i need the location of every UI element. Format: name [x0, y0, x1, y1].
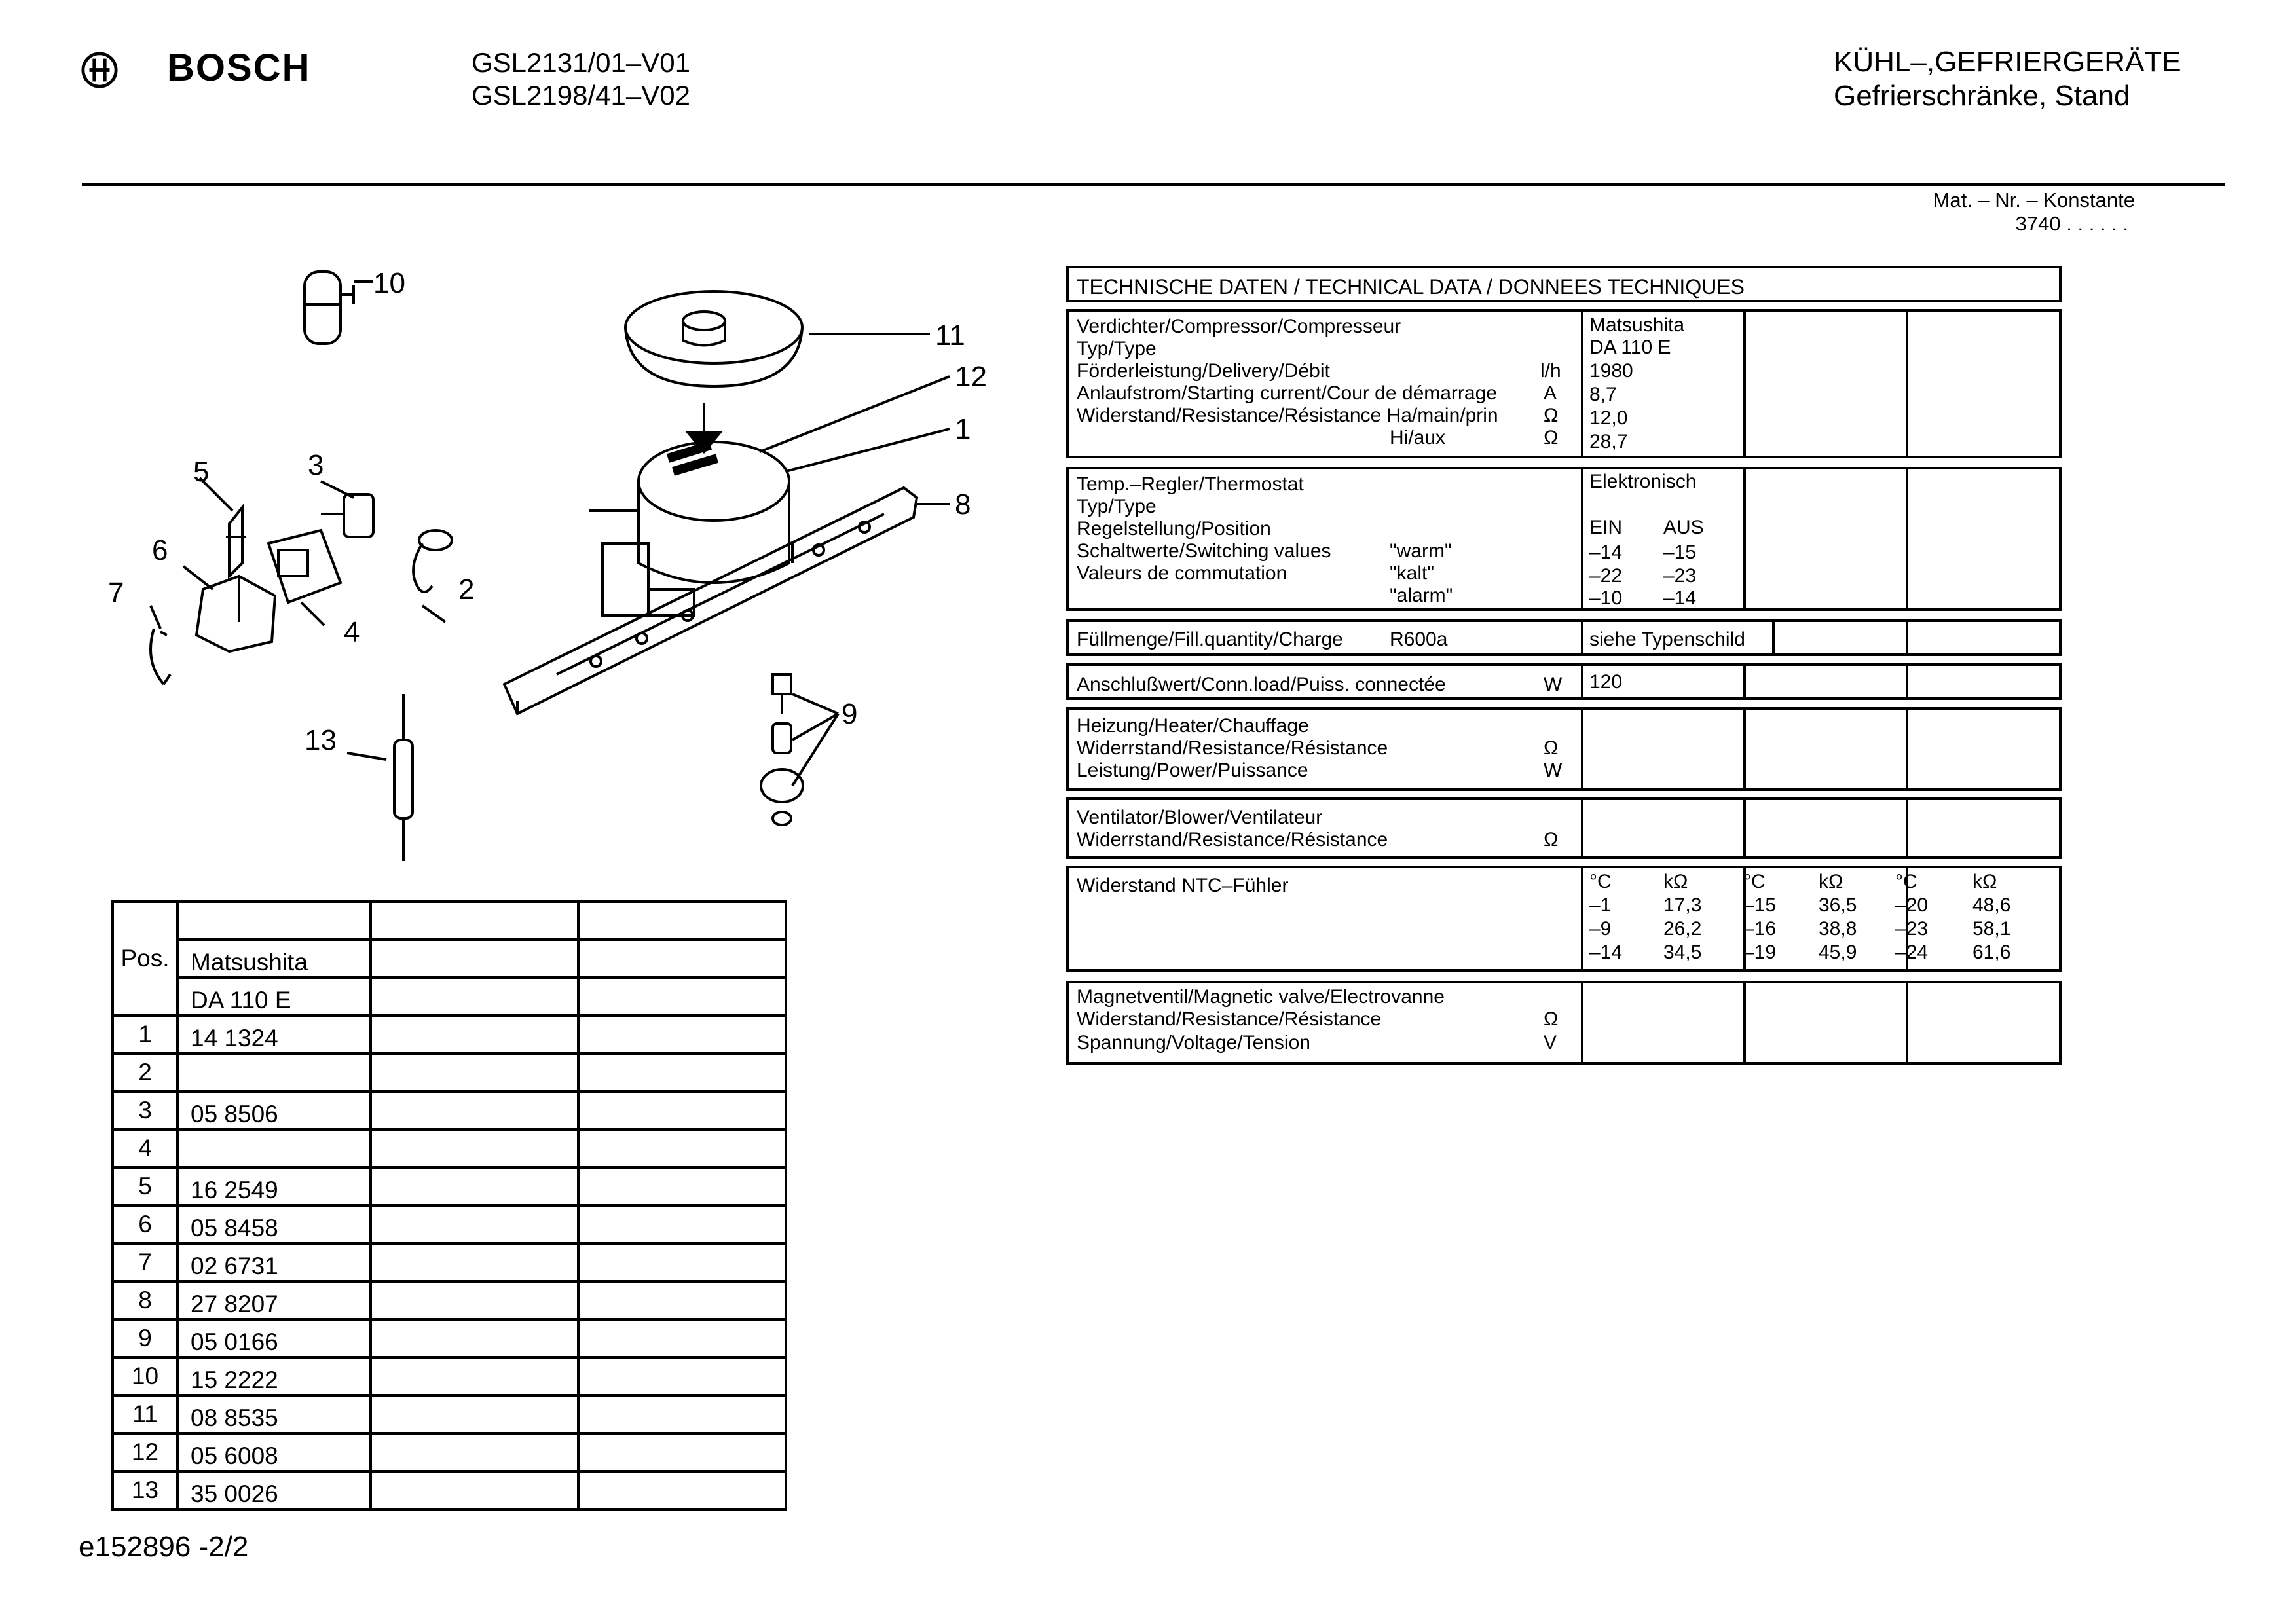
callout-11: 11 — [935, 320, 965, 352]
ntc-header-cell: kΩ — [1663, 871, 1688, 892]
empty-cell — [371, 1319, 578, 1357]
part-position: 2 — [113, 1053, 177, 1091]
pos-header: Pos. — [113, 902, 177, 1016]
empty-cell — [371, 1395, 578, 1433]
parts-row — [113, 1167, 786, 1205]
part-position: 9 — [113, 1319, 177, 1357]
ntc-header-cell: °C — [1895, 871, 1917, 892]
ntc-header-cell: °C — [1589, 871, 1612, 892]
part-position: 7 — [113, 1243, 177, 1281]
empty-cell — [371, 1471, 578, 1509]
unit-w: W — [1544, 760, 1563, 781]
parts-row — [113, 1471, 786, 1509]
unit-ohm: Ω — [1544, 405, 1559, 426]
heater-section — [1066, 707, 2062, 791]
empty-cell — [578, 1053, 786, 1091]
unit-ohm: Ω — [1544, 1008, 1559, 1030]
part-13-drier-icon — [394, 694, 413, 861]
empty-cell — [578, 1016, 786, 1053]
mat-value: 3740 . . . . . . — [2015, 212, 2128, 235]
ntc-value-cell: –1 — [1589, 894, 1612, 916]
part-number: 15 2222 — [177, 1357, 371, 1395]
part-3-relay-icon — [321, 494, 373, 537]
thermostat-type-label: Typ/Type — [1077, 496, 1157, 517]
parts-row — [113, 1053, 786, 1091]
compressor-type-label: Typ/Type — [1077, 338, 1157, 359]
empty-cell — [578, 1167, 786, 1205]
unit-a: A — [1544, 382, 1557, 404]
callout-12: 12 — [955, 361, 987, 393]
parts-row — [113, 1357, 786, 1395]
model-number-2: GSL2198/41–V02 — [472, 80, 690, 111]
callout-9: 9 — [842, 698, 858, 730]
part-position: 6 — [113, 1205, 177, 1243]
valve-resistance-label: Widerstand/Resistance/Résistance — [1077, 1008, 1382, 1030]
part-position: 5 — [113, 1167, 177, 1205]
fill-quantity-value: siehe Typenschild — [1589, 629, 1745, 650]
parts-header-col3 — [578, 902, 786, 940]
part-position: 8 — [113, 1281, 177, 1319]
empty-cell — [578, 1205, 786, 1243]
parts-header-row — [113, 902, 786, 940]
ntc-header-cell: kΩ — [1972, 871, 1997, 892]
callout-6: 6 — [152, 534, 168, 566]
empty-cell — [578, 1243, 786, 1281]
parts-row — [113, 1281, 786, 1319]
empty-cell — [578, 1091, 786, 1129]
empty-cell — [371, 1167, 578, 1205]
part-position: 1 — [113, 1016, 177, 1053]
part-number: 05 8506 — [177, 1091, 371, 1129]
ntc-value-cell: –16 — [1743, 918, 1777, 940]
parts-table — [111, 900, 787, 1511]
part-position: 13 — [113, 1471, 177, 1509]
callout-5: 5 — [193, 456, 210, 488]
parts-header-maker-row — [113, 940, 786, 978]
heater-label: Heizung/Heater/Chauffage — [1077, 715, 1309, 737]
compressor-resistance-main: 12,0 — [1589, 407, 1628, 429]
thermostat-section — [1066, 467, 2062, 611]
ein-kalt: –22 — [1589, 565, 1623, 587]
valve-voltage-label: Spannung/Voltage/Tension — [1077, 1032, 1310, 1053]
callout-4: 4 — [344, 616, 360, 648]
parts-header-maker: Matsushita — [177, 940, 371, 978]
callout-13: 13 — [305, 724, 337, 756]
magnet-valve-section — [1066, 981, 2062, 1065]
ntc-value-cell: –19 — [1743, 942, 1777, 963]
empty-cell — [371, 1129, 578, 1167]
material-number-block — [1834, 189, 2135, 236]
empty-cell — [578, 1433, 786, 1471]
compressor-type: DA 110 E — [1589, 337, 1671, 358]
unit-lh: l/h — [1540, 360, 1561, 382]
ntc-value-cell: 61,6 — [1972, 942, 2011, 963]
part-position: 11 — [113, 1395, 177, 1433]
compressor-delivery-label: Förderleistung/Delivery/Débit — [1077, 360, 1330, 382]
aus-header: AUS — [1663, 517, 1704, 538]
callout-1: 1 — [955, 413, 971, 445]
part-5-clip-icon — [226, 507, 246, 576]
thermostat-label: Temp.–Regler/Thermostat — [1077, 473, 1304, 495]
compressor-maker: Matsushita — [1589, 314, 1685, 336]
part-position: 3 — [113, 1091, 177, 1129]
empty-cell — [371, 1091, 578, 1129]
ein-warm: –14 — [1589, 541, 1623, 563]
mode-kalt: "kalt" — [1390, 562, 1434, 584]
compressor-current-label: Anlaufstrom/Starting current/Cour de démarrage — [1077, 382, 1497, 404]
ein-alarm: –10 — [1589, 587, 1623, 609]
empty-cell — [371, 1016, 578, 1053]
callout-7: 7 — [108, 577, 124, 609]
part-number: 02 6731 — [177, 1243, 371, 1281]
empty-cell — [578, 1395, 786, 1433]
unit-ohm: Ω — [1544, 427, 1559, 449]
compressor-delivery: 1980 — [1589, 360, 1633, 382]
ntc-value-cell: 45,9 — [1819, 942, 1857, 963]
blower-section — [1066, 797, 2062, 859]
connected-load-label: Anschlußwert/Conn.load/Puiss. connectée — [1077, 674, 1446, 695]
unit-ohm: Ω — [1544, 737, 1559, 759]
part-number: 27 8207 — [177, 1281, 371, 1319]
unit-w: W — [1544, 674, 1563, 695]
bosch-logo-icon — [81, 51, 119, 89]
aus-warm: –15 — [1663, 541, 1697, 563]
model-number-1: GSL2131/01–V01 — [472, 47, 690, 78]
callout-2: 2 — [458, 574, 475, 606]
parts-row — [113, 1395, 786, 1433]
parts-header-type: DA 110 E — [177, 978, 371, 1016]
part-number — [177, 1129, 371, 1167]
ntc-value-cell: 34,5 — [1663, 942, 1702, 963]
empty-cell — [578, 1357, 786, 1395]
ntc-value-cell: 26,2 — [1663, 918, 1702, 940]
mat-label: Mat. – Nr. – Konstante — [1933, 189, 2135, 211]
refrigerant: R600a — [1390, 629, 1448, 650]
document-id: e152896 -2/2 — [79, 1531, 249, 1563]
ntc-label: Widerstand NTC–Fühler — [1077, 875, 1289, 896]
heater-resistance-label: Widerrstand/Resistance/Résistance — [1077, 737, 1388, 759]
empty-cell — [371, 1053, 578, 1091]
ntc-value-cell: –9 — [1589, 918, 1612, 940]
empty-cell — [371, 1433, 578, 1471]
compressor-section — [1066, 309, 2062, 458]
brand-name: BOSCH — [167, 46, 311, 89]
callout-3: 3 — [308, 449, 324, 481]
empty-cell — [578, 940, 786, 978]
parts-row — [113, 1243, 786, 1281]
blower-resistance-label: Widerrstand/Resistance/Résistance — [1077, 829, 1388, 851]
empty-cell — [371, 940, 578, 978]
part-number: 35 0026 — [177, 1471, 371, 1509]
compressor-aux-label: Hi/aux — [1390, 427, 1446, 449]
parts-header-type-row — [113, 978, 786, 1016]
switching-values-label: Schaltwerte/Switching values — [1077, 540, 1331, 562]
thermostat-position-label: Regelstellung/Position — [1077, 518, 1271, 540]
ntc-value-cell: –14 — [1589, 942, 1623, 963]
valve-label: Magnetventil/Magnetic valve/Electrovanne — [1077, 986, 1445, 1008]
unit-ohm: Ω — [1544, 829, 1559, 851]
tech-data-title: TECHNISCHE DATEN / TECHNICAL DATA / DONNEES TECHNIQUES — [1077, 275, 1745, 299]
parts-row — [113, 1205, 786, 1243]
part-11-icon — [625, 291, 802, 386]
empty-cell — [371, 978, 578, 1016]
part-7-clip-icon — [151, 629, 170, 684]
ntc-value-cell: 17,3 — [1663, 894, 1702, 916]
parts-header-blank — [177, 902, 371, 940]
empty-cell — [371, 1357, 578, 1395]
part-2-cable-icon — [413, 530, 452, 592]
empty-cell — [371, 1205, 578, 1243]
parts-row — [113, 1433, 786, 1471]
category-title: KÜHL–,GEFRIERGERÄTE — [1834, 46, 2181, 78]
mode-alarm: "alarm" — [1390, 585, 1453, 606]
subcategory-title: Gefrierschränke, Stand — [1834, 80, 2130, 112]
callout-10: 10 — [373, 267, 405, 299]
unit-v: V — [1544, 1032, 1557, 1053]
ntc-value-cell: –15 — [1743, 894, 1777, 916]
ntc-value-cell: 38,8 — [1819, 918, 1857, 940]
ein-header: EIN — [1589, 517, 1623, 538]
aus-kalt: –23 — [1663, 565, 1697, 587]
empty-cell — [578, 1319, 786, 1357]
ntc-section — [1066, 866, 2062, 972]
parts-row — [113, 1016, 786, 1053]
empty-cell — [371, 1243, 578, 1281]
ntc-value-cell: 36,5 — [1819, 894, 1857, 916]
ntc-value-cell: –20 — [1895, 894, 1929, 916]
parts-row — [113, 1091, 786, 1129]
ntc-value-cell: –24 — [1895, 942, 1929, 963]
exploded-parts-diagram — [98, 255, 987, 877]
ntc-value-cell: 58,1 — [1972, 918, 2011, 940]
compressor-resistance-label: Widerstand/Resistance/Résistance Ha/main/prin — [1077, 405, 1498, 426]
aus-alarm: –14 — [1663, 587, 1697, 609]
part-number: 14 1324 — [177, 1016, 371, 1053]
part-number: 05 8458 — [177, 1205, 371, 1243]
empty-cell — [578, 1471, 786, 1509]
fill-quantity-label: Füllmenge/Fill.quantity/Charge — [1077, 629, 1343, 650]
part-position: 10 — [113, 1357, 177, 1395]
empty-cell — [578, 1129, 786, 1167]
part-10-icon — [305, 272, 354, 344]
connected-load-section — [1066, 663, 2062, 700]
fill-quantity-section — [1066, 619, 2062, 656]
mode-warm: "warm" — [1390, 540, 1452, 562]
empty-cell — [578, 1281, 786, 1319]
part-position: 4 — [113, 1129, 177, 1167]
part-6-box-icon — [196, 576, 275, 651]
ntc-header-cell: °C — [1743, 871, 1766, 892]
compressor-resistance-aux: 28,7 — [1589, 431, 1628, 452]
ntc-value-cell: –23 — [1895, 918, 1929, 940]
parts-header-col2 — [371, 902, 578, 940]
tech-data-title-box — [1066, 266, 2062, 302]
empty-cell — [371, 1281, 578, 1319]
parts-row — [113, 1319, 786, 1357]
part-number — [177, 1053, 371, 1091]
connected-load-value: 120 — [1589, 671, 1623, 693]
part-number: 05 0166 — [177, 1319, 371, 1357]
compressor-current: 8,7 — [1589, 384, 1617, 405]
part-number: 16 2549 — [177, 1167, 371, 1205]
thermostat-type: Elektronisch — [1589, 471, 1697, 492]
part-number: 08 8535 — [177, 1395, 371, 1433]
part-position: 12 — [113, 1433, 177, 1471]
heater-power-label: Leistung/Power/Puissance — [1077, 760, 1308, 781]
part-number: 05 6008 — [177, 1433, 371, 1471]
ntc-header-cell: kΩ — [1819, 871, 1843, 892]
commutation-label: Valeurs de commutation — [1077, 562, 1287, 584]
empty-cell — [578, 978, 786, 1016]
blower-label: Ventilator/Blower/Ventilateur — [1077, 807, 1323, 828]
parts-row — [113, 1129, 786, 1167]
callout-8: 8 — [955, 488, 971, 521]
header-divider — [82, 183, 2225, 186]
compressor-label: Verdichter/Compressor/Compresseur — [1077, 316, 1401, 337]
part-4-cover-icon — [268, 530, 341, 602]
ntc-value-cell: 48,6 — [1972, 894, 2011, 916]
